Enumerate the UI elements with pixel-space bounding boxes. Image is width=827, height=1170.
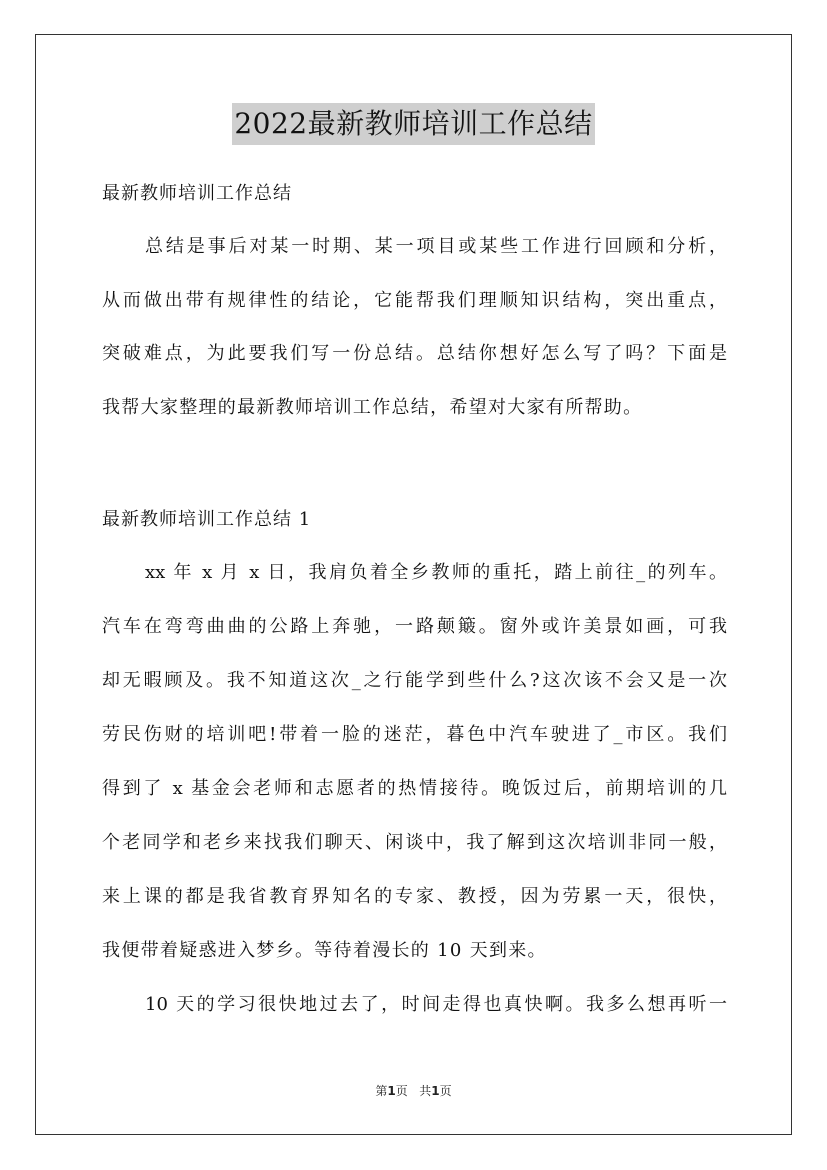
section-1-line-5: 得到了 x 基金会老师和志愿者的热情接待。晚饭过后，前期培训的几: [102, 778, 727, 799]
section-1-line-3: 却无暇顾及。我不知道这次_之行能学到些什么?这次该不会又是一次: [102, 670, 727, 691]
intro-line-3: 突破难点，为此要我们写一份总结。总结你想好怎么写了吗？下面是: [102, 343, 727, 364]
intro-line-2: 从而做出带有规律性的结论，它能帮我们理顺知识结构，突出重点，: [102, 290, 727, 311]
section-1-line-6: 个老同学和老乡来找我们聊天、闲谈中，我了解到这次培训非同一般，: [102, 832, 727, 853]
document-subtitle: 最新教师培训工作总结: [102, 183, 292, 204]
intro-line-4: 我帮大家整理的最新教师培训工作总结，希望对大家有所帮助。: [102, 397, 643, 418]
footer-page-number: 1: [387, 1084, 396, 1098]
footer-total-prefix: 共: [419, 1084, 432, 1098]
footer-total-unit: 页: [439, 1084, 452, 1098]
page-footer: [0, 1083, 827, 1099]
document-title: [0, 103, 827, 145]
footer-total-number: 1: [431, 1084, 440, 1098]
footer-page-unit: 页: [395, 1084, 408, 1098]
document-title-text: 2022最新教师培训工作总结: [232, 103, 594, 145]
section-1-line-1: xx 年 x 月 x 日，我肩负着全乡教师的重托，踏上前往_的列车。: [145, 562, 727, 583]
section-1-line-8: 我便带着疑惑进入梦乡。等待着漫长的 10 天到来。: [102, 940, 547, 961]
footer-page-prefix: 第: [375, 1084, 388, 1098]
section-1-line-7: 来上课的都是我省教育界知名的专家、教授，因为劳累一天，很快，: [102, 886, 727, 907]
section-1-para-2-line-1: 10 天的学习很快地过去了，时间走得也真快啊。我多么想再听一: [145, 994, 727, 1015]
section-1-line-4: 劳民伤财的培训吧!带着一脸的迷茫，暮色中汽车驶进了_市区。我们: [102, 724, 727, 745]
section-1-heading: 最新教师培训工作总结 1: [102, 509, 312, 530]
intro-line-1: 总结是事后对某一时期、某一项目或某些工作进行回顾和分析，: [145, 236, 727, 257]
section-1-line-2: 汽车在弯弯曲曲的公路上奔驰，一路颠簸。窗外或许美景如画，可我: [102, 616, 727, 637]
